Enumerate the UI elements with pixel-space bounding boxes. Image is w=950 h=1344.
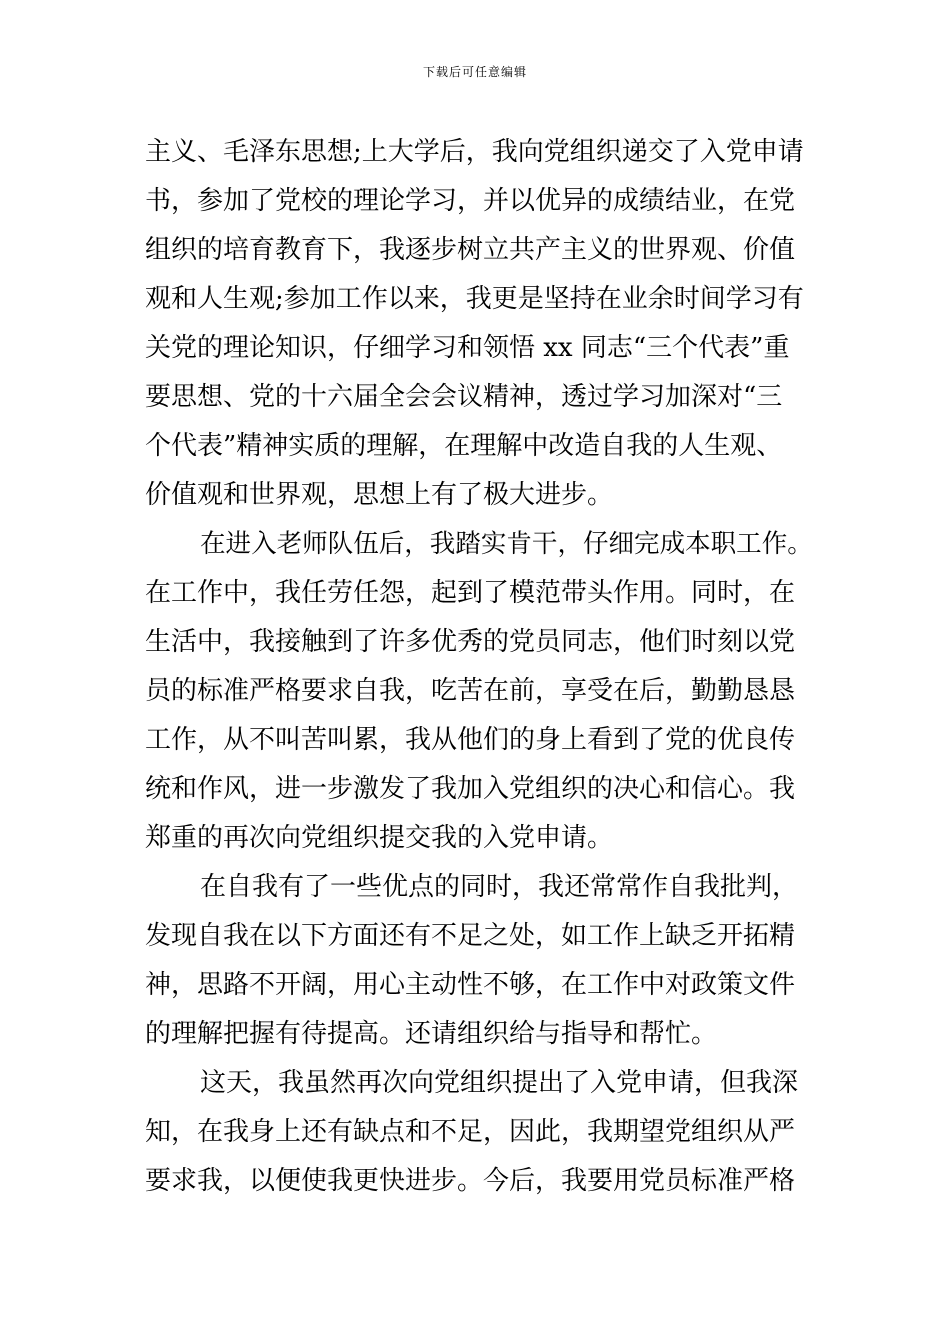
paragraph-3 [145, 863, 813, 1059]
text-line: 关党的理论知识，仔细学习和领悟 xx 同志“三个代表”重 [145, 333, 790, 363]
text-line: 这天，我虽然再次向党组织提出了入党申请，但我深 [200, 1068, 799, 1098]
paragraph-4 [145, 1059, 813, 1206]
text-line: 郑重的再次向党组织提交我的入党申请。 [145, 823, 614, 853]
paragraph-1 [145, 128, 813, 520]
text-line: 发现自我在以下方面还有不足之处，如工作上缺乏开拓精 [145, 921, 796, 951]
text-line: 在进入老师队伍后，我踏实肯干，仔细完成本职工作。 [200, 529, 813, 559]
text-line: 要思想、党的十六届全会会议精神，透过学习加深对“三 [145, 382, 783, 412]
text-line: 统和作风，进一步激发了我加入党组织的决心和信心。我 [145, 774, 796, 804]
document-body [145, 128, 813, 1206]
text-line: 价值观和世界观，思想上有了极大进步。 [145, 480, 614, 510]
text-line: 组织的培育教育下，我逐步树立共产主义的世界观、价值 [145, 235, 796, 265]
text-line: 的理解把握有待提高。还请组织给与指导和帮忙。 [145, 1019, 718, 1049]
text-line: 主义、毛泽东思想;上大学后，我向党组织递交了入党申请 [145, 137, 804, 167]
text-line: 神，思路不开阔，用心主动性不够，在工作中对政策文件 [145, 970, 796, 1000]
text-line: 书，参加了党校的理论学习，并以优异的成绩结业，在党 [145, 186, 796, 216]
text-line: 个代表”精神实质的理解，在理解中改造自我的人生观、 [145, 431, 783, 461]
text-line: 观和人生观;参加工作以来，我更是坚持在业余时间学习有 [145, 284, 804, 314]
text-line: 工作，从不叫苦叫累，我从他们的身上看到了党的优良传 [145, 725, 796, 755]
text-line: 在自我有了一些优点的同时，我还常常作自我批判， [200, 872, 799, 902]
text-line: 要求我，以便使我更快进步。今后，我要用党员标准严格 [145, 1166, 796, 1196]
text-line: 生活中，我接触到了许多优秀的党员同志，他们时刻以党 [145, 627, 796, 657]
text-line: 员的标准严格要求自我，吃苦在前，享受在后，勤勤恳恳 [145, 676, 796, 706]
page-header: 下载后可任意编辑 [422, 65, 527, 79]
text-line: 知，在我身上还有缺点和不足，因此，我期望党组织从严 [145, 1117, 796, 1147]
text-line: 在工作中，我任劳任怨，起到了模范带头作用。同时，在 [145, 578, 796, 608]
paragraph-2 [145, 520, 813, 863]
